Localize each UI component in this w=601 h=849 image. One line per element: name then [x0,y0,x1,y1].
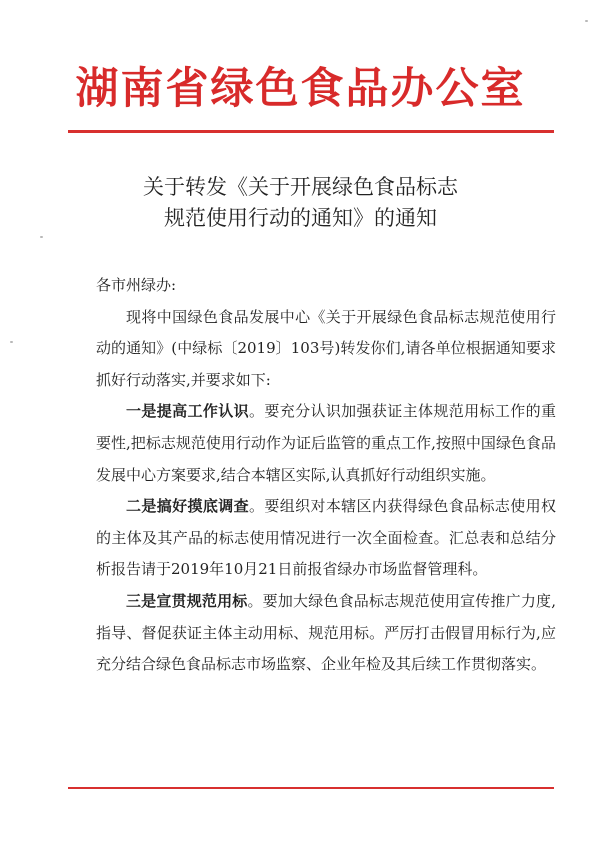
document-title-line-2: 规范使用行动的通知》的通知 [164,206,437,230]
item-heading-2: 二是搞好摸底调查 [126,497,249,516]
salutation: 各市州绿办: [96,276,177,294]
item-paragraph-1 [96,396,556,491]
document-title-line-1: 关于转发《关于开展绿色食品标志 [143,175,458,199]
item-text-3: 。要加大绿色食品标志规范使用宣传推广力度,指导、督促获证主体主动用标、规范用标。严厉打击假冒用标行为,应充分结合绿色食品标志市场监察、企业年检及其后续工作贯彻落实。 [96,591,556,674]
item-paragraph-2 [96,491,556,586]
item-text-1: 。要充分认识加强获证主体规范用标工作的重要性,把标志规范使用行动作为证后监管的重点工作,按照中国绿色食品发展中心方案要求,结合本辖区实际,认真抓好行动组织实施。 [96,402,556,484]
item-heading-1: 一是提高工作认识 [126,402,249,421]
document-body [96,270,556,681]
item-paragraph-3 [96,586,556,681]
item-text-2: 。要组织对本辖区内获得绿色食品标志使用权的主体及其产品的标志使用情况进行一次全面检查。汇总表和总结分析报告请于2019年10月21日前报省绿办市场监督管理科。 [96,497,556,579]
letterhead-divider [68,130,554,133]
letterhead-title: 湖南省绿色食品办公室 [75,64,526,114]
document-title [0,172,601,234]
footer-divider [68,787,554,789]
scan-speck [10,341,13,343]
intro-paragraph: 现将中国绿色食品发展中心《关于开展绿色食品标志规范使用行动的通知》(中绿标〔2019〕103号)转发你们,请各单位根据通知要求抓好行动落实,并要求如下: [96,307,556,389]
scan-speck [40,236,43,238]
item-heading-3: 三是宣贯规范用标 [126,591,248,610]
scan-speck [585,20,588,22]
